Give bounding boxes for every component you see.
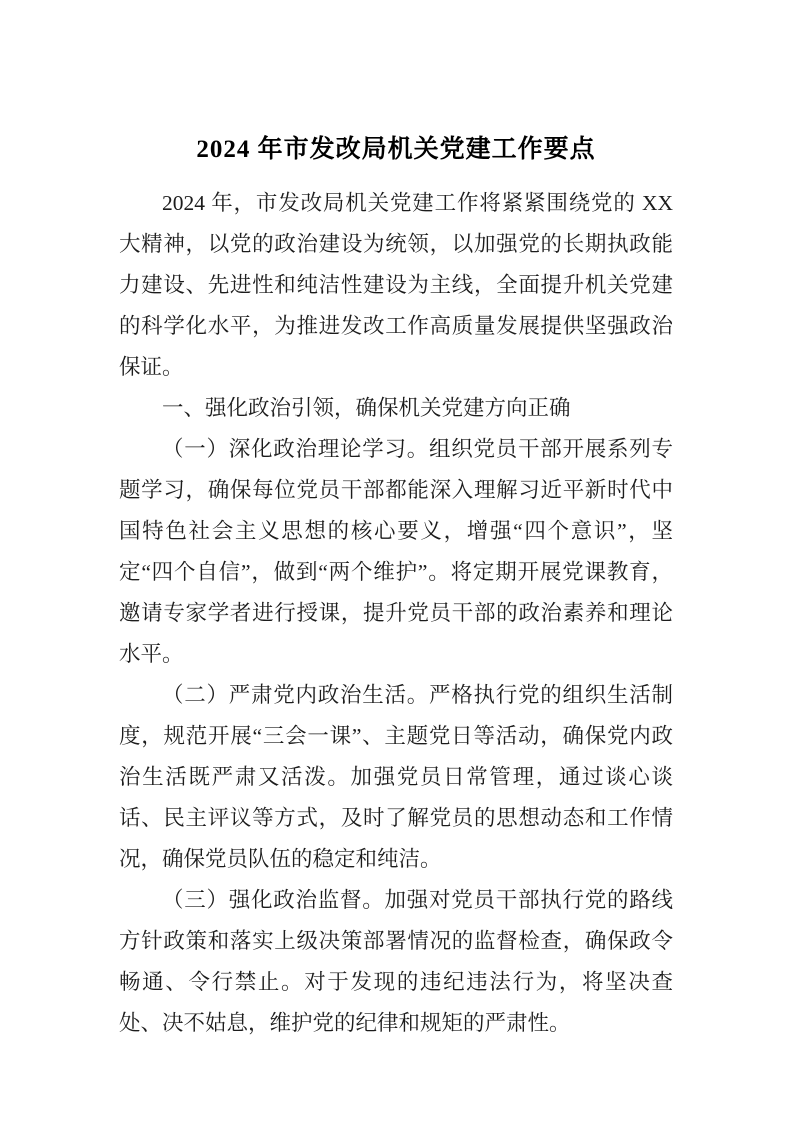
paragraph-intro: 2024 年，市发改局机关党建工作将紧紧围绕党的 XX 大精神，以党的政治建设为统领，以加强党的长期执政能力建设、先进性和纯洁性建设为主线，全面提升机关党建的科学化水平，为推进发改工作高质量发展提供坚强政治保证。 (119, 191, 673, 379)
paragraph-item-3-political-supervision: （三）强化政治监督。加强对党员干部执行党的路线方针政策和落实上级决策部署情况的监督检查，确保政令畅通、令行禁止。对于发现的违纪违法行为，将坚决查处、决不姑息，维护党的纪律和规矩的严肃性。 (119, 888, 673, 1035)
paragraph-item-1-political-theory: （一）深化政治理论学习。组织党员干部开展系列专题学习，确保每位党员干部都能深入理解习近平新时代中国特色社会主义思想的核心要义，增强“四个意识”，坚定“四个自信”，做到“两个维护”。将定期开展党课教育，邀请专家学者进行授课，提升党员干部的政治素养和理论水平。 (119, 437, 673, 666)
document-title: 2024 年市发改局机关党建工作要点 (196, 136, 596, 163)
paragraph-item-2-political-life: （二）严肃党内政治生活。严格执行党的组织生活制度，规范开展“三会一课”、主题党日等活动，确保党内政治生活既严肃又活泼。加强党员日常管理，通过谈心谈话、民主评议等方式，及时了解党员的思想动态和工作情况，确保党员队伍的稳定和纯洁。 (119, 683, 673, 871)
section-heading-1: 一、强化政治引领，确保机关党建方向正确 (162, 396, 571, 420)
